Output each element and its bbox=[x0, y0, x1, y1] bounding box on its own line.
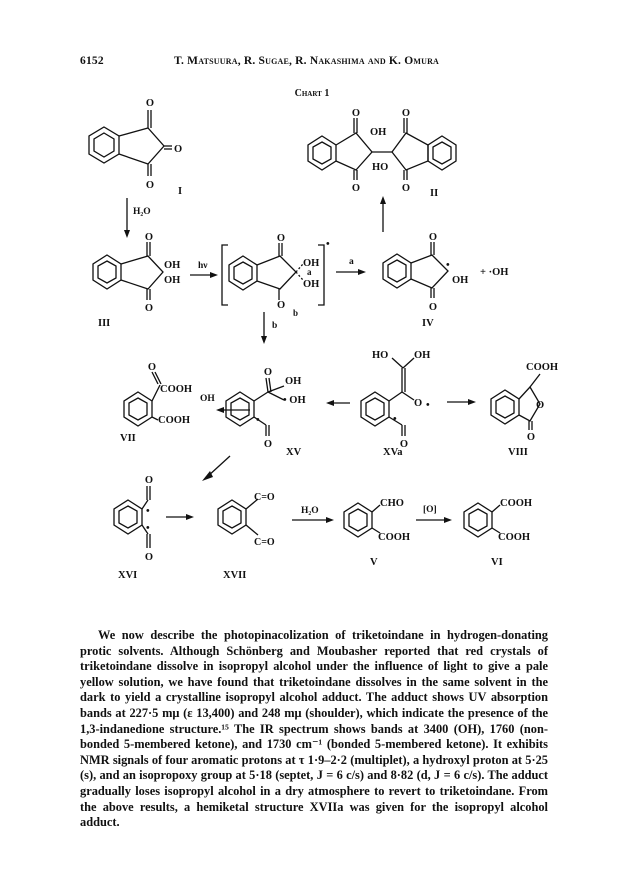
compound-XVa-oxo-bottom: O bbox=[399, 439, 409, 450]
compound-IV-oxo-top: O bbox=[428, 232, 438, 243]
compound-III-oh-1: OH bbox=[164, 260, 181, 271]
compound-VII-structure bbox=[124, 372, 161, 426]
compound-XVI-dot-1: • bbox=[146, 506, 150, 517]
intermediate-b: b bbox=[293, 308, 299, 318]
compound-XVa-oxo-right: O bbox=[414, 398, 423, 409]
compound-XVa-structure bbox=[361, 358, 414, 436]
compound-XVI-oxo-bottom: O bbox=[144, 552, 154, 563]
reagent-h2o-1: H₂O bbox=[133, 207, 151, 217]
compound-XVa-dot-2: • bbox=[393, 414, 397, 425]
compound-II-oxo-4: O bbox=[401, 183, 411, 194]
compound-XVI-oxo-top: O bbox=[144, 475, 154, 486]
compound-III-structure bbox=[93, 242, 163, 300]
compound-XV-dot: • bbox=[256, 415, 260, 426]
chart-title: Chart 1 bbox=[294, 88, 330, 99]
compound-XVa-oh: OH bbox=[414, 350, 431, 361]
compound-VII-oh-attack: OH bbox=[200, 394, 215, 404]
compound-XVI-structure bbox=[114, 486, 150, 548]
body-paragraph: We now describe the photopinacolization of triketoindane in hydrogen-donating protic solvents. Although Schönberg and Moubasher reported that red crystals of triketoindane dissolve in isopropyl alcohol under the influence of light to give a pale yellow solution, we have found that triketoindane dissolves in the same solvent in the dark to yield a crystalline isopropyl alcohol adduct. The adduct shows UV absorption bands at 227·5 mμ (ε 13,400) and 248 mμ (shoulder), which indicate the presence of the 1,3-indanedione structure.¹⁵ The IR spectrum shows bands at 3400 (OH), 1760 (non-bonded 5-membered ketone), and 1730 cm⁻¹ (bonded 5-membered ketone). It exhibits NMR signals of four aromatic protons at τ 1·9–2·2 (multiplet), a hydroxyl proton at 5·25 (s), and an isopropoxy group at 5·18 (septet, J = 6 c/s) and 8·82 (d, J = 6 c/s). The adduct gradually loses isopropyl alcohol in a dry atmosphere to revert to triketoindane. From the above results, a hemiketal structure XVIIa was given for the isopropyl alcohol adduct. bbox=[80, 628, 548, 830]
compound-VIII-ring-o: O bbox=[536, 400, 545, 411]
compound-XV-oh-1: OH bbox=[285, 376, 302, 387]
compound-II-oxo-2: O bbox=[401, 108, 411, 119]
compound-VII-cooh-2: COOH bbox=[158, 415, 191, 426]
compound-III-oh-2: OH bbox=[164, 275, 181, 286]
compound-XVI-dot-2: • bbox=[146, 523, 150, 534]
compound-XVa-dot: • bbox=[426, 400, 430, 411]
compound-III-oxo-bottom: O bbox=[144, 303, 154, 314]
compound-I-structure bbox=[89, 110, 172, 176]
compound-VIII-cooh: COOH bbox=[526, 362, 559, 373]
compound-II-oh: OH bbox=[370, 127, 387, 138]
compound-VII-cooh-1: COOH bbox=[160, 384, 193, 395]
compound-XVII-ketene-1: C=O bbox=[254, 492, 275, 503]
compound-VIII-oxo: O bbox=[526, 432, 536, 443]
compound-VI-cooh-1: COOH bbox=[500, 498, 533, 509]
compound-XV-oxo-bottom: O bbox=[263, 439, 273, 450]
intermediate-oh-1: OH bbox=[303, 258, 320, 269]
compound-XVII-structure bbox=[218, 499, 258, 535]
compound-VI-structure bbox=[464, 503, 500, 537]
body-text bbox=[80, 628, 548, 831]
label-II: II bbox=[430, 188, 439, 199]
compound-XV-oxo-top: O bbox=[263, 367, 273, 378]
label-VIII: VIII bbox=[508, 447, 528, 458]
intermediate-dot: • bbox=[326, 239, 330, 250]
intermediate-oxo-top: O bbox=[276, 233, 286, 244]
compound-VII-oxo: O bbox=[147, 362, 157, 373]
label-XV: XV bbox=[286, 447, 302, 458]
label-V: V bbox=[370, 557, 378, 568]
label-VI: VI bbox=[491, 557, 503, 568]
label-XVII: XVII bbox=[223, 570, 247, 581]
compound-II-oxo-3: O bbox=[351, 183, 361, 194]
compound-IV-structure bbox=[383, 242, 448, 298]
compound-I-oxo-top: O bbox=[145, 98, 155, 109]
compound-XVII-ketene-2: C=O bbox=[254, 537, 275, 548]
path-a-label: a bbox=[349, 257, 354, 267]
intermediate-oh-2: OH bbox=[303, 279, 320, 290]
reagent-oxidation: [O] bbox=[423, 505, 437, 515]
compound-V-cho: CHO bbox=[380, 498, 404, 509]
compound-XV-structure bbox=[226, 378, 284, 436]
reagent-h2o-2: H₂O bbox=[301, 506, 319, 516]
compound-I-oxo-right: O bbox=[174, 144, 183, 155]
compound-IV-oh: OH bbox=[452, 275, 469, 286]
intermediate-oxo-bottom: O bbox=[277, 300, 286, 311]
label-I: I bbox=[178, 186, 183, 197]
compound-VI-cooh-2: COOH bbox=[498, 532, 531, 543]
compound-XVa-ho: HO bbox=[372, 350, 389, 361]
label-III: III bbox=[98, 318, 111, 329]
running-head-authors: T. Matsuura, R. Sugae, R. Nakashima and K. Omura bbox=[174, 55, 440, 67]
compound-II-oxo-1: O bbox=[351, 108, 361, 119]
path-b-label: b bbox=[272, 321, 278, 331]
compound-V-structure bbox=[344, 503, 380, 537]
compound-I-oxo-bottom: O bbox=[145, 180, 155, 191]
label-VII: VII bbox=[120, 433, 136, 444]
compound-V-cooh: COOH bbox=[378, 532, 411, 543]
label-XVI: XVI bbox=[118, 570, 138, 581]
page-number: 6152 bbox=[80, 55, 104, 67]
reagent-hv: hν bbox=[198, 261, 208, 271]
label-XVa: XVa bbox=[383, 447, 403, 458]
hydroxyl-radical: + ·OH bbox=[480, 267, 509, 278]
compound-XV-dot-oh: • OH bbox=[283, 395, 306, 406]
compound-VIII-structure bbox=[491, 374, 540, 430]
compound-IV-dot: • bbox=[446, 260, 450, 271]
intermediate-a: a bbox=[307, 267, 312, 277]
compound-II-ho: HO bbox=[372, 162, 389, 173]
label-IV: IV bbox=[422, 318, 434, 329]
compound-IV-oxo-bottom: O bbox=[428, 302, 438, 313]
compound-III-oxo-top: O bbox=[144, 232, 154, 243]
